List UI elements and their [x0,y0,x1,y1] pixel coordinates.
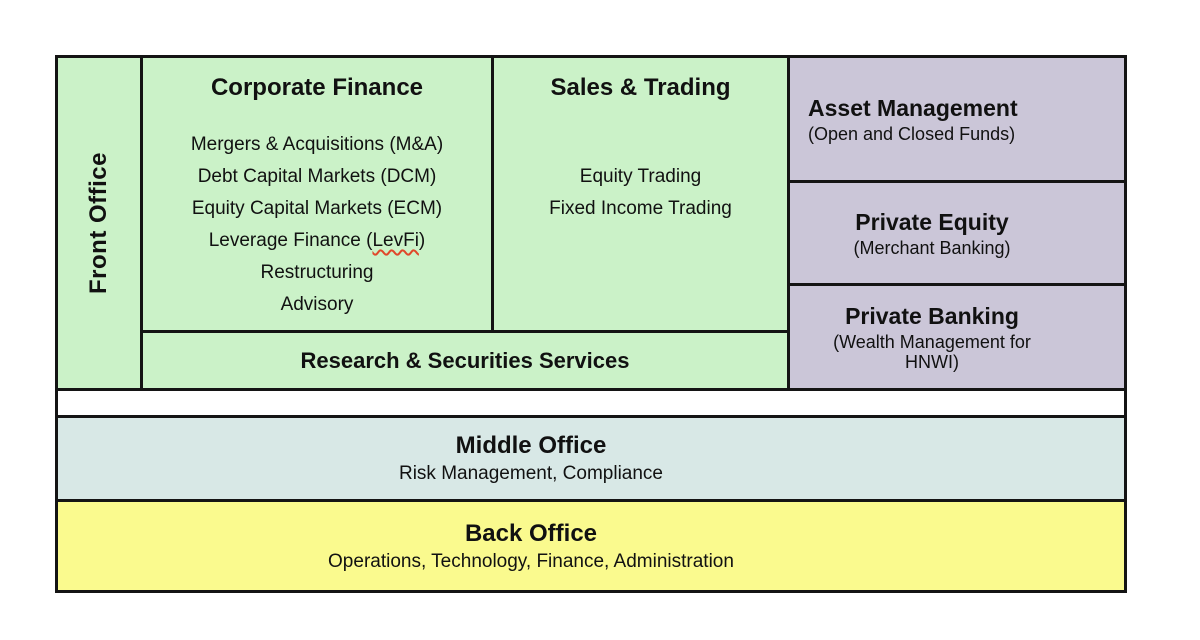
asset-management-cell [790,58,1124,180]
front-office-label-cell [58,58,140,388]
research-securities-services-title: Research & Securities Services [300,347,630,373]
leverage-finance-suffix: ) [418,230,426,251]
asset-management-title: Asset Management [808,94,1018,121]
corporate-finance-item: Debt Capital Markets (DCM) [197,166,437,187]
middle-office-title: Middle Office [455,432,607,459]
corporate-finance-cell [143,58,491,330]
private-equity-subtitle: (Merchant Banking) [853,237,1011,258]
corporate-finance-item: Equity Capital Markets (ECM) [191,198,443,219]
sales-trading-list [494,161,787,225]
front-office-right-column [790,58,1124,388]
diagram-grid [55,55,1127,593]
sales-trading-item: Equity Trading [579,166,702,187]
private-equity-title: Private Equity [855,208,1009,235]
corporate-finance-title: Corporate Finance [210,74,424,101]
corporate-finance-item: Restructuring [260,262,374,283]
sales-trading-item: Fixed Income Trading [549,198,732,219]
sales-trading-title: Sales & Trading [550,74,731,101]
front-office-main-area [143,58,787,388]
leverage-finance-misspelled-word: LevFi [372,230,419,251]
sales-trading-cell [494,58,787,330]
corporate-finance-item-leverage-finance [143,225,491,257]
private-banking-subtitle: (Wealth Management for HNWI) [833,331,1031,372]
private-banking-title: Private Banking [845,302,1019,329]
private-equity-cell [790,183,1124,283]
back-office-cell [58,502,1124,590]
corporate-finance-item: Mergers & Acquisitions (M&A) [190,134,444,155]
back-office-title: Back Office [464,519,598,547]
middle-office-cell [58,418,1124,499]
middle-office-subtitle: Risk Management, Compliance [398,463,663,484]
front-office-upper-cells [143,58,787,330]
spacer-row [58,391,1124,415]
asset-management-subtitle: (Open and Closed Funds) [808,123,1016,144]
leverage-finance-prefix: Leverage Finance ( [208,230,373,251]
private-banking-cell [790,286,1124,388]
research-securities-services-cell [143,333,787,388]
corporate-finance-list [143,129,491,321]
front-office-row [58,58,1124,388]
corporate-finance-item: Advisory [280,294,354,315]
back-office-subtitle: Operations, Technology, Finance, Administration [328,550,734,572]
front-office-label: Front Office [85,152,112,294]
